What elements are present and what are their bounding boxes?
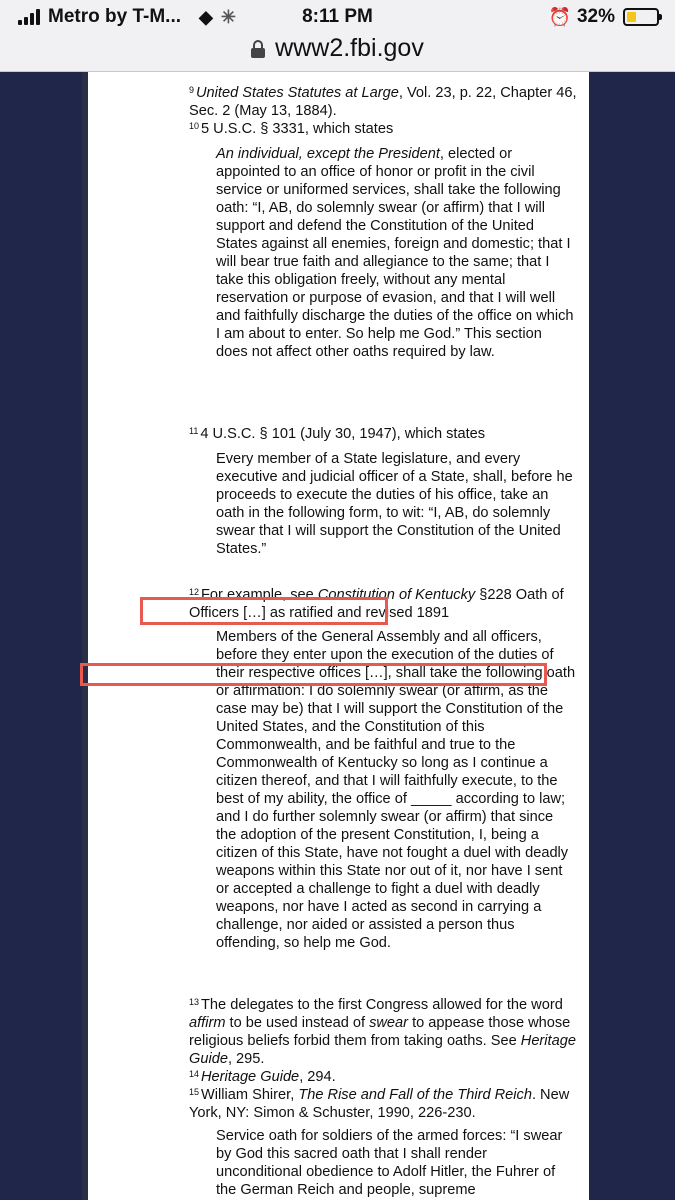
carrier-label: Metro by T-M... xyxy=(48,6,181,27)
citation-title: The Rise and Fall of the Third Reich xyxy=(298,1087,532,1103)
emphasis: affirm xyxy=(189,1015,226,1031)
footnote-text: . New York, NY: Simon & Schuster, 1990, 226-230. xyxy=(189,1087,570,1121)
footnote-text: to appease those whose religious beliefs forbid them from taking oaths. See xyxy=(189,1015,571,1049)
red-highlight-box xyxy=(80,663,547,686)
citation-title: Heritage Guide xyxy=(201,1069,300,1085)
status-bar xyxy=(0,6,675,32)
footnote-11 xyxy=(189,422,589,443)
footnote-number: 15 xyxy=(189,1087,200,1097)
footnote-number: 13 xyxy=(189,997,200,1007)
citation-title: Heritage Guide xyxy=(189,1033,576,1067)
quote-kentucky-oath: Members of the General Assembly and all officers, before they enter upon the execution of the duties of their respective offices […], shall take the following oath or affirmation: I do solemnly swear (or affirm, as the case may be) that I will support the Constitution of the United States, and the Constitution of this Commonwealth, and be faithful and true to the Commonwealth of Kentucky so long as I continue a citizen thereof, and that I will faithfully execute, to the best of my ability, the office of _____ according to law; and I do further solemnly swear (or affirm) that since the adoption of the present Constitution, I, being a citizen of this State, have not fought a duel with deadly weapons within this State nor out of it, nor have I sent or accepted a challenge to fight a duel with deadly weapons, nor have I acted as second in carrying a challenge, nor aided or assisted a person thus offending, so help me God. xyxy=(216,629,576,951)
battery-percent: 32% xyxy=(576,6,615,27)
footnote-9 xyxy=(189,81,589,120)
footnote-text: §228 Oath of Officers […] as ratified and revised 1891 xyxy=(189,587,564,621)
footnote-number: 12 xyxy=(189,587,200,597)
footnote-number: 14 xyxy=(189,1069,200,1079)
footnote-15 xyxy=(189,1083,589,1122)
footnote-13 xyxy=(189,993,589,1068)
quote-lead: An individual, except the President xyxy=(216,146,440,162)
footnote-text: The delegates to the first Congress allowed for the word xyxy=(201,997,563,1013)
footnote-number: 11 xyxy=(189,426,199,436)
quote-5-usc-3331 xyxy=(216,145,576,361)
lock-icon xyxy=(251,40,265,58)
address-bar[interactable] xyxy=(0,34,675,63)
quote-4-usc-101: Every member of a State legislature, and every executive and judicial officer of a State, shall, before he proceeds to execute the duties of his office, take an oath in the following form, to wit: “I, AB, do solemnly swear that I will support the Constitution of the United States.” xyxy=(216,451,573,557)
quote-text: , elected or appointed to an office of honor or profit in the civil service or uniformed services, shall take the following oath: “I, AB, do solemnly swear (or affirm) that I will support and defend the Constitution of the United States against all enemies, foreign and domestic; that I will bear true faith and allegiance to the same; that I take this obligation freely, without any mental reservation or purpose of evasion, and that I will well and faithfully discharge the duties of the office on which I am about to enter. So help me God.” This section does not affect other oaths required by law. xyxy=(216,146,574,360)
citation-text: , Vol. 23, p. 22, Chapter 46, Sec. 2 (May 13, 1884). xyxy=(189,85,577,119)
footnote-text: to be used instead of xyxy=(225,1015,370,1031)
battery-icon xyxy=(623,8,659,26)
footnote-text: , 295. xyxy=(227,1051,265,1067)
footnote-text: 4 U.S.C. § 101 (July 30, 1947), which states xyxy=(200,426,486,442)
footnote-text: For example, see xyxy=(201,587,318,603)
loading-icon: ✳ xyxy=(220,6,236,27)
footnote-text: , 294. xyxy=(299,1069,336,1085)
citation-title: Constitution of Kentucky xyxy=(317,587,476,603)
clock: 8:11 PM xyxy=(302,6,373,27)
red-highlight-box xyxy=(140,597,388,625)
url-text: www2.fbi.gov xyxy=(275,34,424,62)
footnote-number: 9 xyxy=(189,85,195,95)
alarm-icon: ⏰ xyxy=(548,6,571,27)
footnote-10 xyxy=(189,117,589,138)
footnote-text: William Shirer, xyxy=(201,1087,299,1103)
footnote-number: 10 xyxy=(189,121,200,131)
quote-wehrmacht-oath: Service oath for soldiers of the armed forces: “I swear by God this sacred oath that I shall render unconditional obedience to Adolf Hitler, the Fuhrer of the German Reich and people, supreme xyxy=(216,1128,563,1198)
citation-title: United States Statutes at Large xyxy=(196,85,399,101)
footnote-text: 5 U.S.C. § 3331, which states xyxy=(201,121,394,137)
browser-top-bar xyxy=(0,0,675,72)
wifi-icon: ◆ xyxy=(199,6,213,27)
emphasis: swear xyxy=(369,1015,409,1031)
